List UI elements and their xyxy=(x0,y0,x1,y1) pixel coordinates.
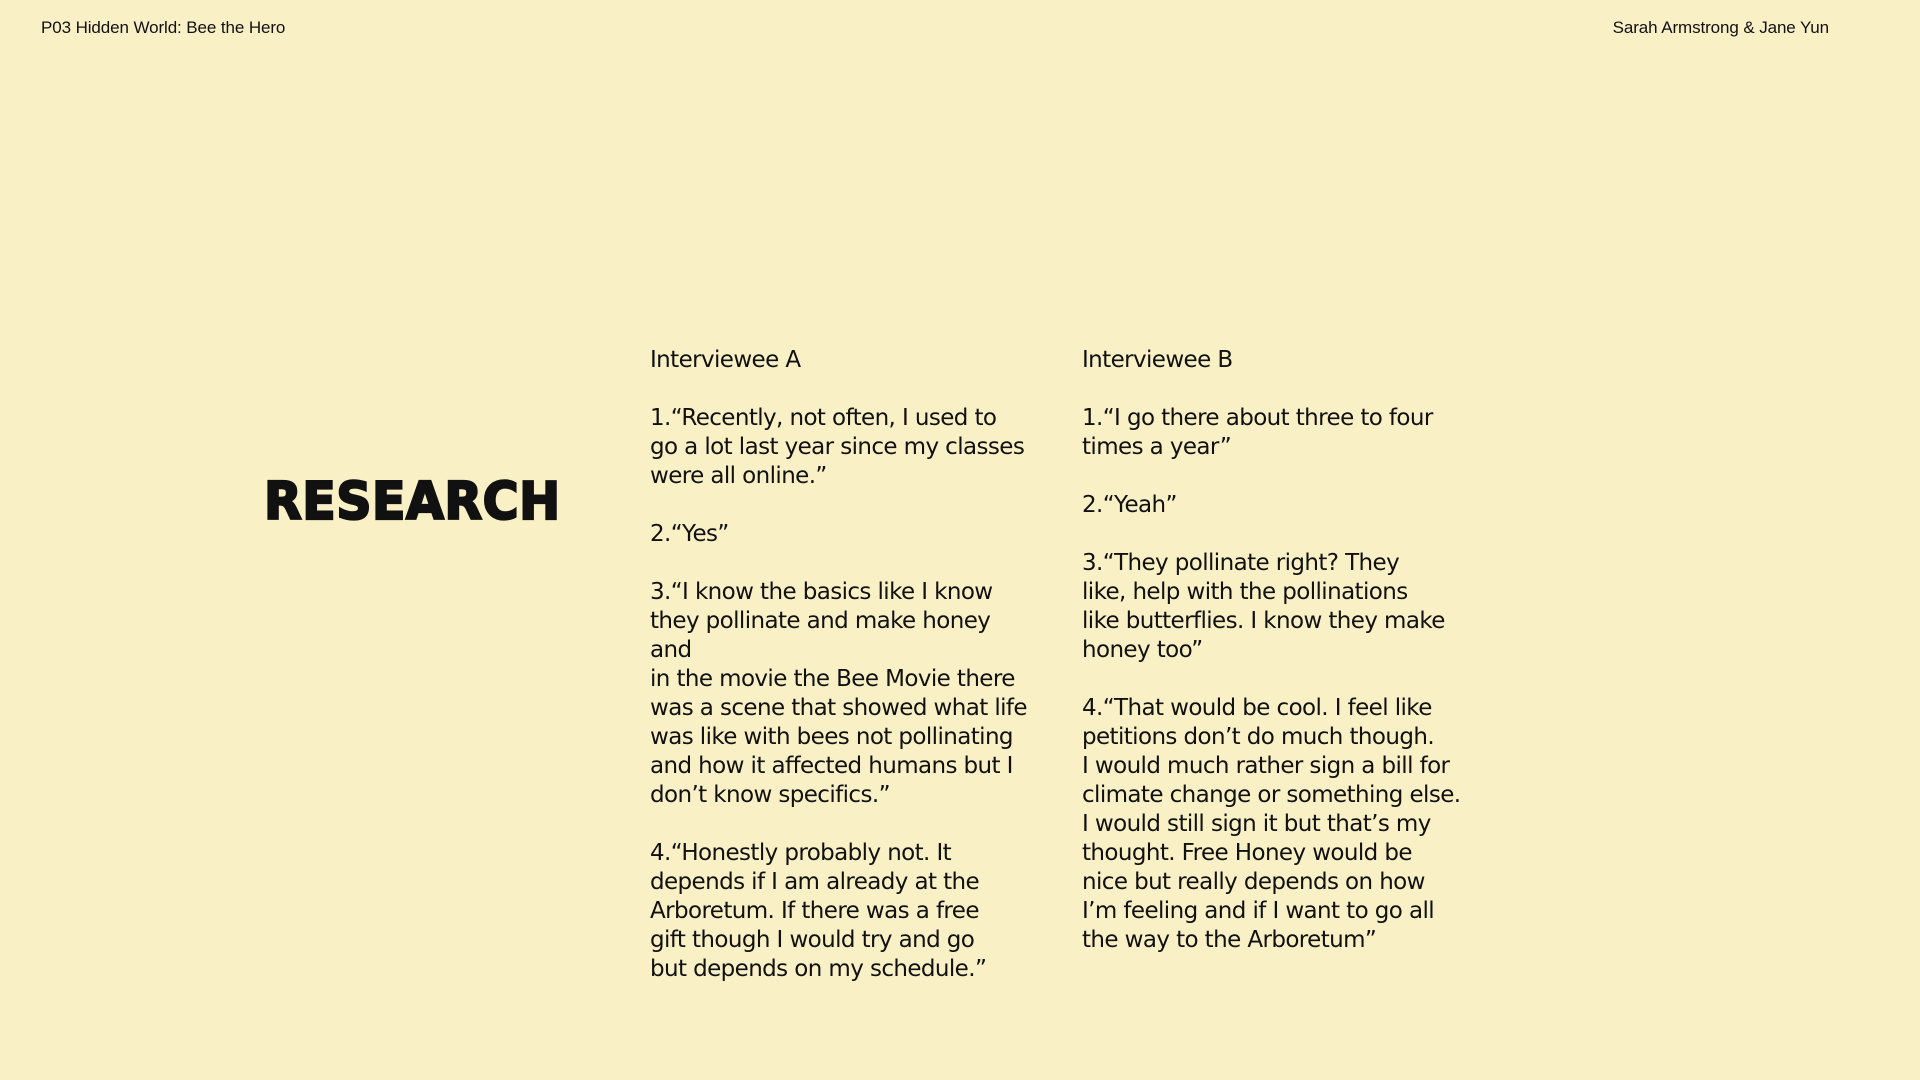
section-title: RESEARCH xyxy=(264,472,561,532)
interviewee-b-answer-3: 3.“They pollinate right? They like, help with the pollinations like butterflies. I know they make honey too” xyxy=(1082,550,1445,663)
authors: Sarah Armstrong & Jane Yun xyxy=(1612,18,1829,37)
interviewee-a-answer-2: 2.“Yes” xyxy=(650,521,729,547)
project-title: P03 Hidden World: Bee the Hero xyxy=(41,18,286,37)
interviewee-b-answer-4: 4.“That would be cool. I feel like petitions don’t do much though. I would much rather sign a bill for climate change or something else. I would still sign it but that’s my thought. Free Honey would be nice but really depends on how I’m feeling and if I want to go all the way to the Arboretum” xyxy=(1082,695,1461,953)
interviewee-a-answer-4: 4.“Honestly probably not. It depends if I am already at the Arboretum. If there was a free gift though I would try and go but depends on my schedule.” xyxy=(650,840,987,982)
interviewee-b-column xyxy=(1082,346,1462,984)
interviewee-b-answer-1: 1.“I go there about three to four times a year” xyxy=(1082,405,1433,460)
interviewee-b-answer-2: 2.“Yeah” xyxy=(1082,492,1177,518)
interviewee-a-column xyxy=(650,346,1030,1013)
interviewee-a-heading: Interviewee A xyxy=(650,347,801,373)
interviewee-a-answer-1: 1.“Recently, not often, I used to go a lot last year since my classes were all online.” xyxy=(650,405,1025,489)
interviewee-b-heading: Interviewee B xyxy=(1082,347,1233,373)
interviewee-a-answer-3: 3.“I know the basics like I know they pollinate and make honey and in the movie the Bee Movie there was a scene that showed what life was like with bees not pollinating and how it affected humans but I don’t know specifics.” xyxy=(650,579,1027,808)
